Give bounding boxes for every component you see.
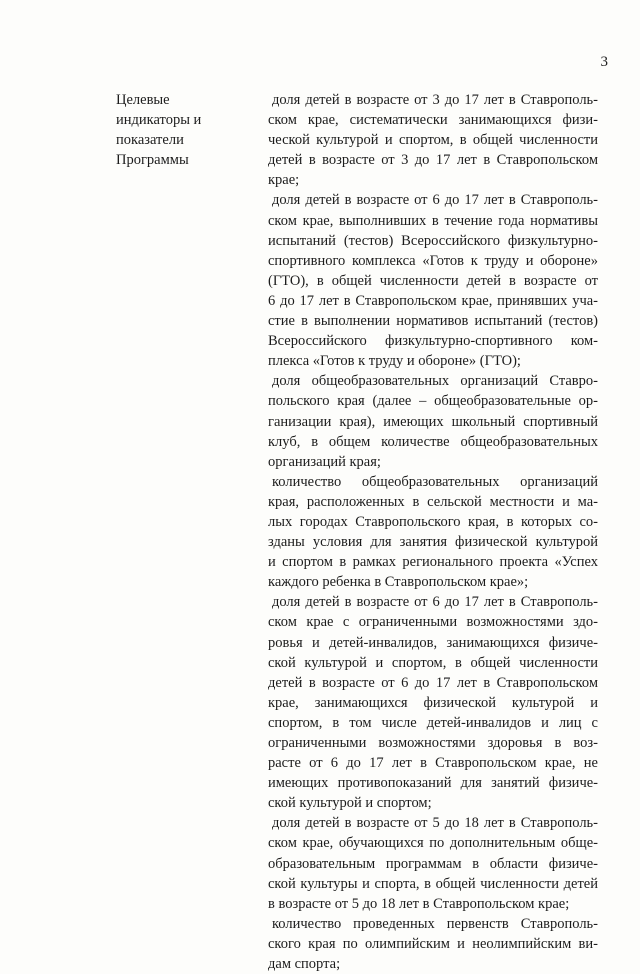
paragraph-line: образовательным программам в области физиче- [268, 855, 598, 872]
paragraph-line: каждого ребенка в Ставропольском крае»; [268, 574, 529, 591]
paragraph-line: ской культурой и спортом; [268, 795, 432, 812]
paragraph-line: количество общеобразовательных организаций [272, 473, 598, 490]
paragraph-line: доля детей в возрасте от 3 до 17 лет в Ставрополь- [272, 92, 598, 108]
paragraph-line: ского края по олимпийским и неолимпийским ви- [268, 935, 598, 952]
paragraph-line: организаций края; [268, 453, 381, 470]
paragraph-line: крае; [268, 172, 300, 189]
paragraph-line: испытаний (тестов) Всероссийского физкультурно- [268, 232, 598, 249]
indicator-paragraph [268, 90, 598, 190]
paragraph-line: крае, занимающихся физической культурой и [268, 694, 598, 711]
paragraph-line: доля детей в возрасте от 5 до 18 лет в Ставрополь- [272, 815, 598, 832]
paragraph-line: доля общеобразовательных организаций Ставро- [272, 373, 598, 390]
paragraph-line: в возрасте от 5 до 18 лет в Ставропольском крае; [268, 895, 570, 912]
paragraph-line: Всероссийского физкультурно-спортивного ком- [268, 333, 598, 350]
indicator-paragraph [268, 190, 598, 371]
paragraph-line: плекса «Готов к труду и обороне» (ГТО); [268, 353, 521, 370]
paragraph-line: спортом, в том числе детей-инвалидов и лиц с [268, 714, 598, 731]
section-label-line: Целевые [116, 92, 170, 108]
paragraph-line: имеющих противопоказаний для занятий физиче- [268, 775, 598, 792]
paragraph-line: ском крае, обучающихся по дополнительным обще- [268, 835, 598, 852]
paragraph-line: ском крае, систематически занимающихся физи- [268, 112, 598, 129]
indicator-paragraph [268, 592, 598, 813]
indicator-paragraph [268, 472, 598, 593]
indicator-paragraph [268, 371, 598, 471]
section-label [116, 90, 266, 170]
paragraph-line: ском крае, выполнивших в течение года нормативы [268, 212, 598, 229]
paragraph-line: стие в выполнении нормативов испытаний (тестов) [268, 313, 598, 330]
paragraph-line: ском крае с ограниченными возможностями здо- [268, 614, 598, 631]
section-label-line: индикаторы и [116, 112, 202, 128]
paragraph-line: ограниченными возможностями здоровья в воз- [268, 735, 598, 751]
paragraph-line: 6 до 17 лет в Ставропольском крае, принявших уча- [268, 292, 598, 309]
paragraph-line: количество проведенных первенств Ставрополь- [272, 915, 598, 932]
indicator-paragraph [268, 914, 598, 974]
page-number: 3 [600, 54, 608, 70]
indicator-paragraph [268, 813, 598, 913]
paragraph-line: ганизации края), имеющих школьный спортивный [268, 413, 598, 430]
paragraph-line: (ГТО), в общей численности детей в возрасте от [268, 272, 598, 289]
paragraph-line: доля детей в возрасте от 6 до 17 лет в Ставрополь- [272, 192, 598, 209]
section-label-line: показатели [116, 132, 184, 148]
paragraph-line: ской культуры и спорта, в общей численности детей [268, 875, 598, 892]
section-label-line: Программы [116, 152, 189, 168]
paragraph-line: детей в возрасте от 6 до 17 лет в Ставропольском [268, 674, 598, 691]
paragraph-line: польского края (далее – общеобразовательные ор- [268, 393, 598, 410]
paragraph-line: лых городах Ставропольского края, в которых со- [268, 513, 598, 530]
paragraph-line: дам спорта; [268, 956, 341, 973]
paragraph-line: и спортом в рамках регионального проекта «Успех [268, 554, 598, 571]
paragraph-line: ской культурой и спортом, в общей численности [268, 654, 598, 671]
paragraph-line: ровья и детей-инвалидов, занимающихся физиче- [268, 634, 598, 651]
paragraph-line: клуб, в общем количестве общеобразовательных [268, 433, 598, 450]
paragraph-line: края, расположенных в сельской местности и ма- [268, 493, 598, 510]
paragraph-line: спортивного комплекса «Готов к труду и обороне» [268, 252, 598, 269]
paragraph-line: ческой культурой и спортом, в общей численности [268, 132, 598, 149]
paragraph-line: детей в возрасте от 3 до 17 лет в Ставропольском [268, 152, 598, 169]
indicators-list [268, 90, 598, 974]
paragraph-line: зданы условия для занятия физической культурой [268, 534, 598, 551]
paragraph-line: доля детей в возрасте от 6 до 17 лет в Ставрополь- [272, 594, 598, 611]
paragraph-line: расте от 6 до 17 лет в Ставропольском крае, не [268, 755, 598, 772]
